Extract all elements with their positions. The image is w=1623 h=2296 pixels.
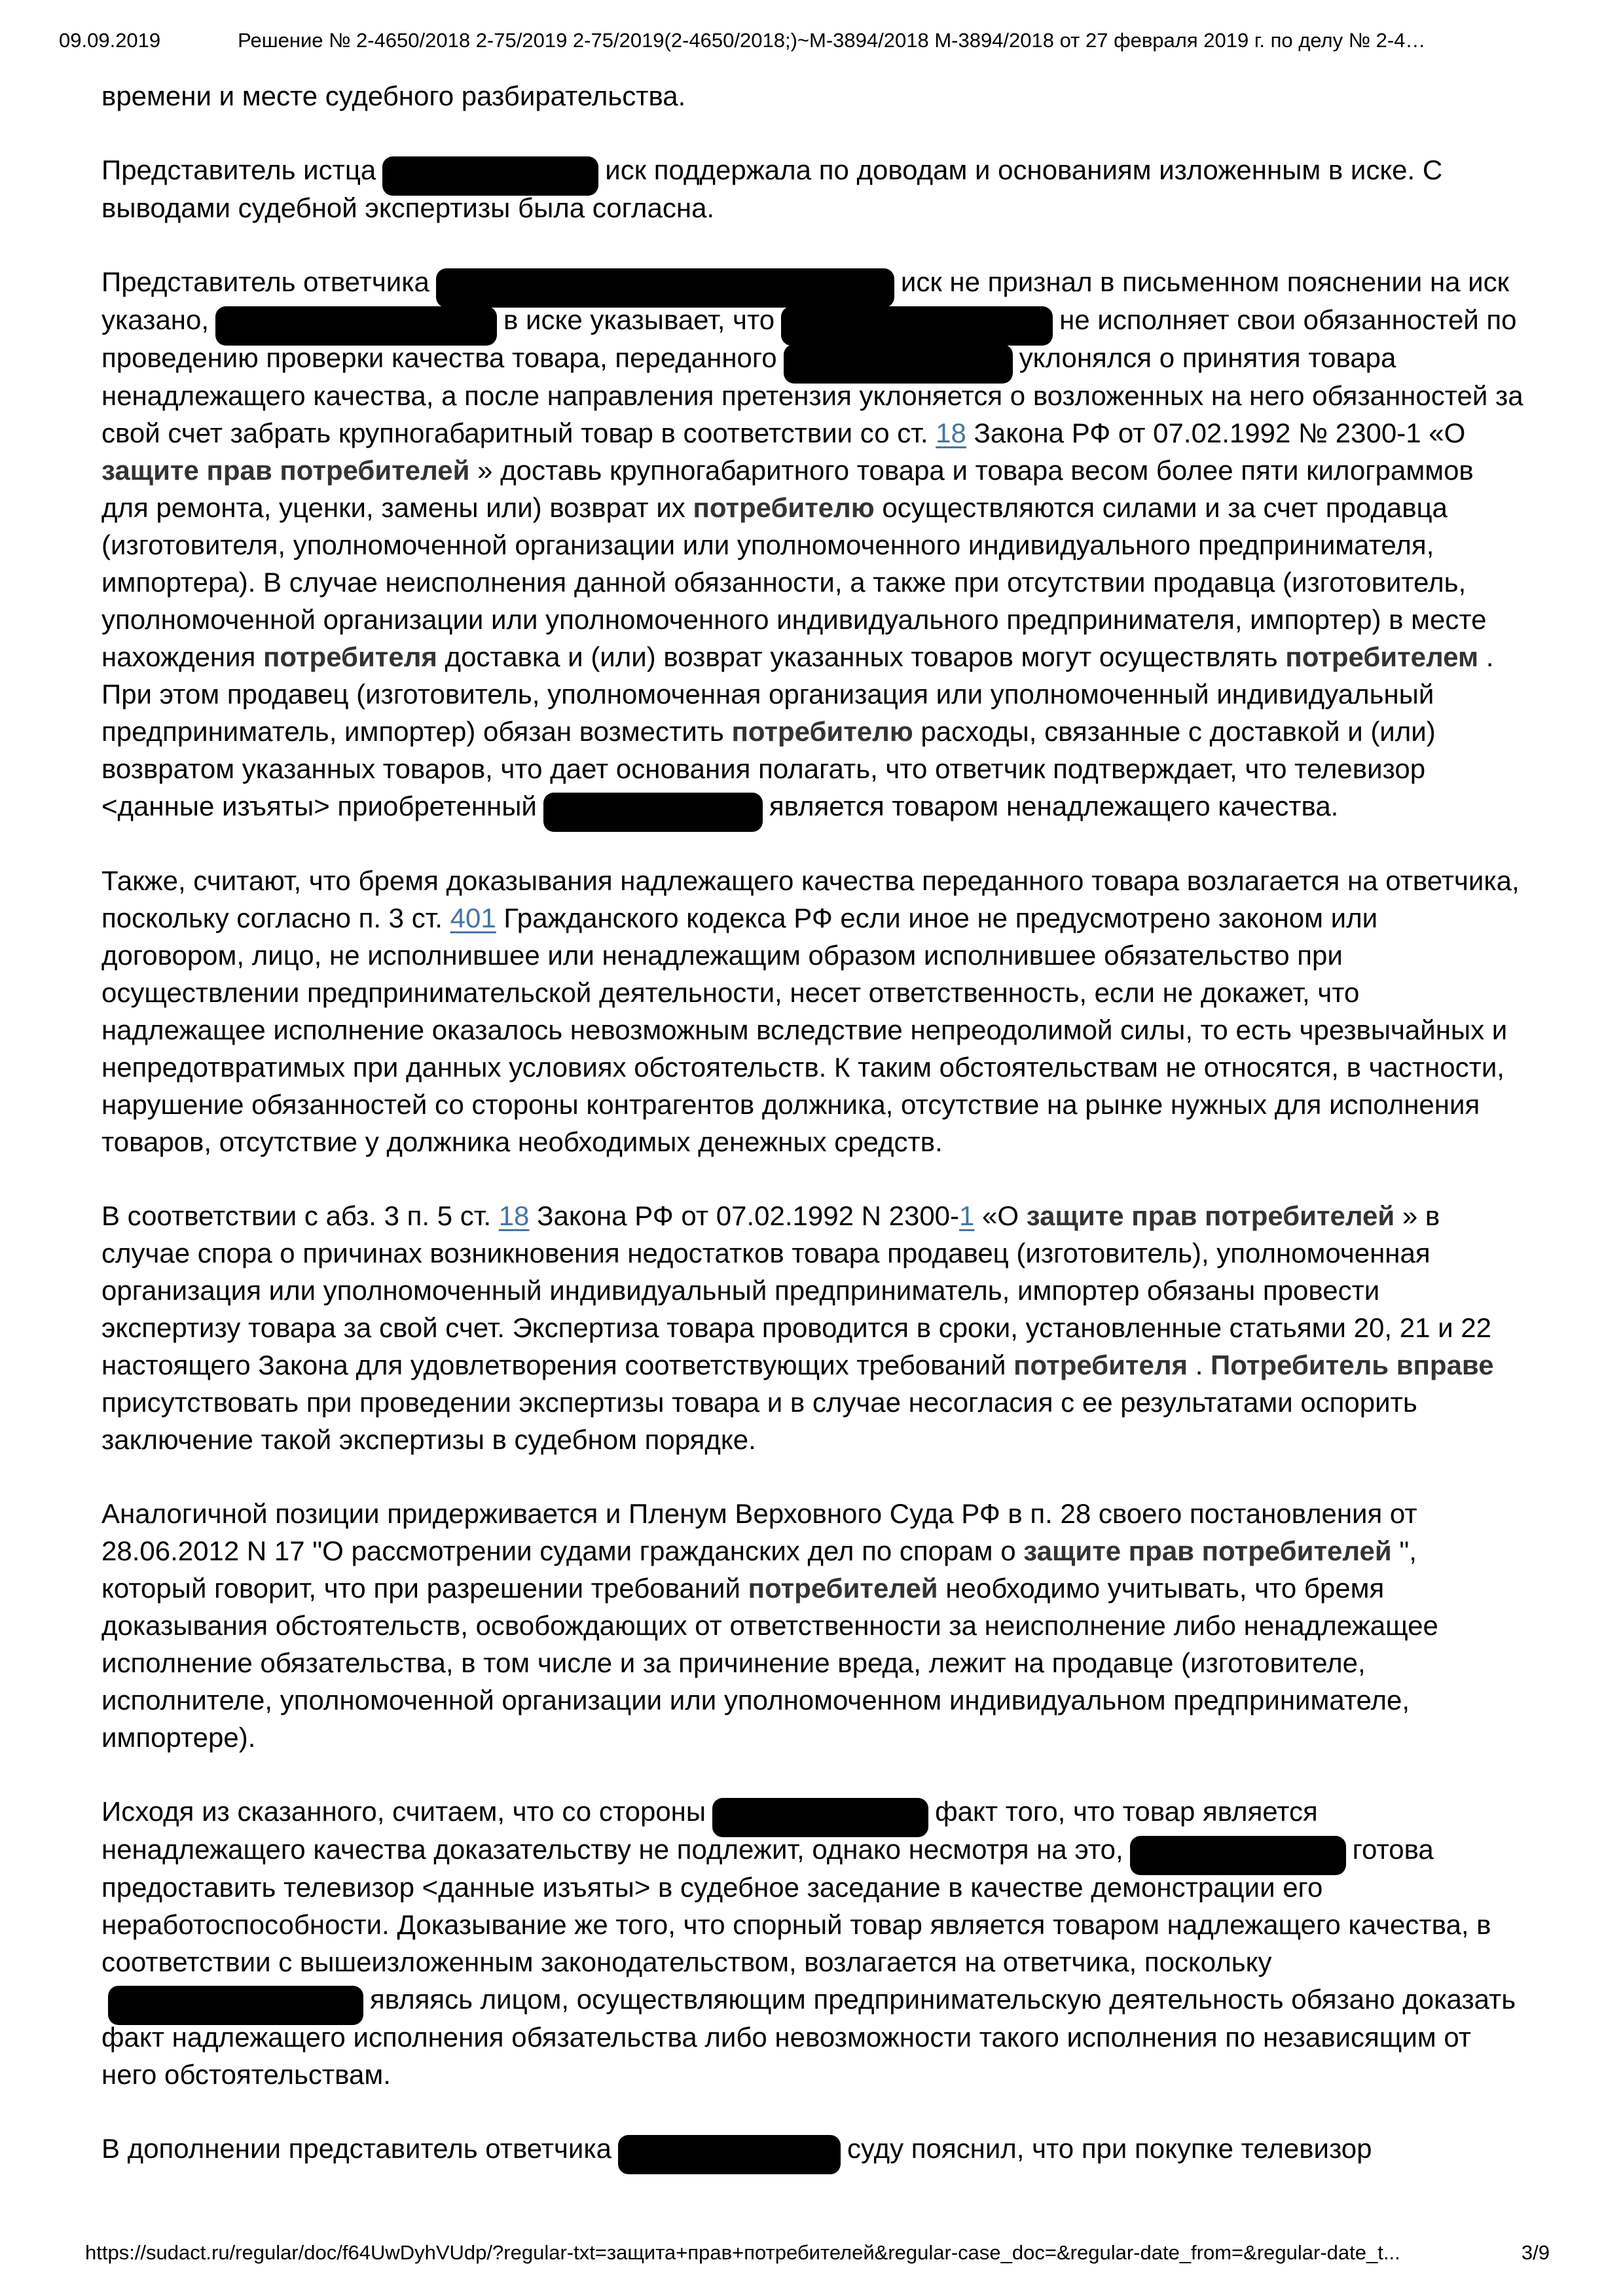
redaction-bar (784, 344, 1013, 384)
body-text: доставка и (или) возврат указанных товаров могут осуществлять (437, 641, 1286, 672)
print-date: 09.09.2019 (59, 29, 161, 52)
body-text: Закона РФ от 07.02.1992 № 2300-1 «О (966, 418, 1466, 448)
body-text: . (1188, 1350, 1211, 1380)
highlighted-term: потребителю (693, 492, 875, 523)
redaction-bar (108, 1986, 363, 2025)
body-text: суду пояснил, что при покупке телевизор (847, 2133, 1372, 2164)
statute-link[interactable]: 18 (498, 1200, 530, 1231)
paragraph (101, 1793, 1523, 2093)
body-text: уклонялся о принятия товара ненадлежащего качества, а после направления претензия уклоняется о возложенных на него обязанностей за свой счет забрать крупногабаритный товар в соответствии со ст. (101, 342, 1523, 448)
document-body (101, 77, 1523, 2204)
highlighted-term: защите прав потребителей (1026, 1200, 1395, 1231)
body-text: иск поддержала по доводам и основаниям изложенным в иске. С выводами судебной экспертизы была согласна. (101, 154, 1443, 223)
print-footer (85, 2240, 1550, 2266)
statute-link[interactable]: 401 (450, 903, 496, 933)
body-text: В соответствии с абз. 3 п. 5 ст. (101, 1200, 499, 1231)
highlighted-term: защите прав потребителей (101, 455, 470, 486)
redaction-bar (618, 2135, 841, 2174)
redaction-bar (436, 268, 894, 308)
highlighted-term: защите прав потребителей (1023, 1535, 1392, 1566)
highlighted-term: потребителей (748, 1573, 938, 1604)
paragraph (101, 2130, 1523, 2168)
statute-link[interactable]: 18 (936, 418, 966, 448)
redaction-bar (712, 1798, 928, 1837)
print-header (59, 27, 1571, 54)
body-text: являясь лицом, осуществляющим предпринимательскую деятельность обязано доказать факт надлежащего исполнения обязательства либо невозможности такого исполнения по независящим от него обстоятельствам. (101, 1984, 1516, 2090)
paragraph (101, 1495, 1523, 1756)
paragraph (101, 1197, 1523, 1458)
redaction-bar (215, 306, 497, 346)
body-text: расходы, связанные с доставкой и (или) возвратом указанных товаров, что дает основания полагать, что ответчик подтверждает, что телевизор <данные изъяты> приобретенный (101, 716, 1436, 821)
page-number: 3/9 (1521, 2241, 1550, 2264)
body-text: Представитель ответчика (101, 266, 429, 297)
body-text: готова предоставить телевизор <данные изъяты> в судебное заседание в качестве демонстрации его неработоспособности. Доказывание же того, что спорный товар является товаром надлежащего качества, в соответствии с вышеизложенным законодательством, возлагается на ответчика, поскольку (101, 1834, 1491, 1977)
redaction-bar (543, 793, 763, 832)
redaction-bar (1130, 1836, 1346, 1875)
body-text: Также, считают, что бремя доказывания надлежащего качества переданного товара возлагается на ответчика, поскольку согласно п. 3 ст. (101, 865, 1520, 933)
highlighted-term: Потребитель вправе (1211, 1350, 1494, 1380)
body-text: ", который говорит, что при разрешении требований (101, 1535, 1417, 1604)
body-text: осуществляются силами и за счет продавца (изготовителя, уполномоченной организации или уполномоченного индивидуального предпринимателя, импортера). В случае неисполнения данной обязанности, а также при отсутствии продавца (изготовитель, уполномоченной организации или уполномоченного индивидуального предпринимателя, импортер) в месте нахождения (101, 492, 1487, 672)
redaction-bar (382, 156, 598, 196)
body-text: Закона РФ от 07.02.1992 N 2300- (529, 1200, 960, 1231)
highlighted-term: потребителя (1013, 1350, 1188, 1380)
redaction-bar (781, 306, 1053, 346)
paragraph (101, 263, 1523, 825)
body-text: является товаром ненадлежащего качества. (769, 791, 1339, 821)
highlighted-term: потребителем (1285, 641, 1479, 672)
body-text: присутствовать при проведении экспертизы товара и в случае несогласия с ее результатами оспорить заключение такой экспертизы в судебном порядке. (101, 1387, 1417, 1455)
statute-link[interactable]: 1 (959, 1200, 975, 1231)
source-url: https://sudact.ru/regular/doc/f64UwDyhVUdp/?regular-txt=защита+прав+потребителей&regular-case_doc=&regular-date_from=&regular-date_t... (85, 2241, 1400, 2264)
body-text: » доставь крупногабаритного товара и товара весом более пяти килограммов для ремонта, уценки, замены или) возврат их (101, 455, 1474, 523)
body-text: «О (974, 1200, 1027, 1231)
body-text: факт того, что товар является ненадлежащего качества доказательству не подлежит, однако несмотря на это, (101, 1796, 1318, 1865)
paragraph (101, 862, 1523, 1160)
body-text: Аналогичной позиции придерживается и Пленум Верховного Суда РФ в п. 28 своего постановления от 28.06.2012 N 17 "О рассмотрении судами гражданских дел по спорам о (101, 1498, 1417, 1566)
body-text: » в случае спора о причинах возникновения недостатков товара продавец (изготовитель), уполномоченная организация или уполномоченный индивидуальный предприниматель, импортер обязаны провести экспертизу товара за свой счет. Экспертиза товара проводится в сроки, установленные статьями 20, 21 и 22 настоящего Закона для удовлетворения соответствующих требований (101, 1200, 1491, 1380)
body-text: В дополнении представитель ответчика (101, 2133, 612, 2164)
highlighted-term: потребителю (731, 716, 913, 747)
body-text: в иске указывает, что (503, 304, 775, 335)
body-text: времени и месте судебного разбирательства. (101, 81, 686, 111)
document-title: Решение № 2-4650/2018 2-75/2019 2-75/2019(2-4650/2018;)~М-3894/2018 М-3894/2018 от 27 февраля 2019 г. по делу № 2-4… (238, 29, 1426, 52)
body-text: иск не признал в письменном пояснении на иск указано, (101, 266, 1509, 335)
paragraph (101, 151, 1523, 226)
body-text: Представитель истца (101, 154, 376, 185)
body-text: не исполняет свои обязанностей по проведению проверки качества товара, переданного (101, 304, 1517, 373)
body-text: Гражданского кодекса РФ если иное не предусмотрено законом или договором, лицо, не исполнившее или ненадлежащим образом исполнившее обязательство при осуществлении предпринимательской деятельности, несет ответственность, если не докажет, что надлежащее исполнение оказалось невозможным вследствие непреодолимой силы, то есть чрезвычайных и непредотвратимых при данных условиях обстоятельств. К таким обстоятельствам не относятся, в частности, нарушение обязанностей со стороны контрагентов должника, отсутствие на рынке нужных для исполнения товаров, отсутствие у должника необходимых денежных средств. (101, 903, 1508, 1157)
body-text: . При этом продавец (изготовитель, уполномоченная организация или уполномоченный индивидуальный предприниматель, импортер) обязан возместить (101, 641, 1494, 747)
paragraph (101, 77, 1523, 115)
body-text: необходимо учитывать, что бремя доказывания обстоятельств, освобождающих от ответственности за неисполнение либо ненадлежащее исполнение обязательства, в том числе и за причинение вреда, лежит на продавце (изготовителе, исполнителе, уполномоченной организации или уполномоченном индивидуальном предпринимателе, импортере). (101, 1573, 1438, 1753)
body-text: Исходя из сказанного, считаем, что со стороны (101, 1796, 706, 1827)
highlighted-term: потребителя (263, 641, 437, 672)
